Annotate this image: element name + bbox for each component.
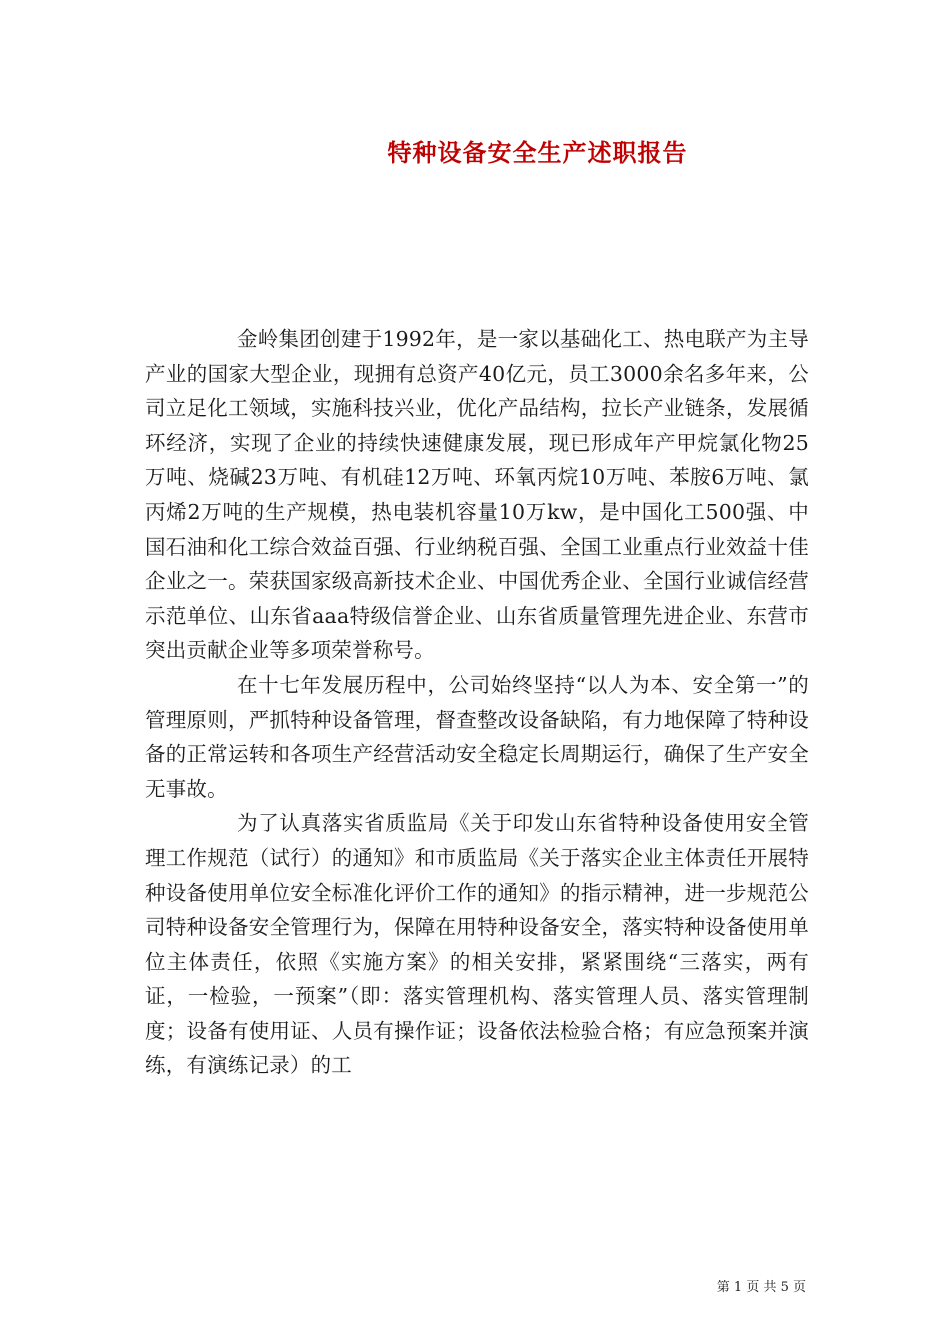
paragraph-implementation: 为了认真落实省质监局《关于印发山东省特种设备使用安全管理工作规范（试行）的通知》和市质监局《关于落实企业主体责任开展特种设备使用单位安全标准化评价工作的通知》的指示精神，进一步规范公司特种设备安全管理行为，保障在用特种设备安全，落实特种设备使用单位主体责任，依照《实施方案》的相关安排，紧紧围绕“三落实，两有证，一检验，一预案”（即：落实管理机构、落实管理人员、落实管理制度；设备有使用证、人员有操作证；设备依法检验合格；有应急预案并演练，有演练记录）的工 — [145, 811, 809, 1078]
paragraph-safety-principle: 在十七年发展历程中，公司始终坚持“以人为本、安全第一”的管理原则，严抓特种设备管理，督查整改设备缺陷，有力地保障了特种设备的正常运转和各项生产经营活动安全稳定长周期运行，确保了生产安全无事故。 — [145, 672, 809, 801]
document-body — [145, 322, 809, 1083]
paragraph-company-intro: 金岭集团创建于1992年，是一家以基础化工、热电联产为主导产业的国家大型企业，现拥有总资产40亿元，员工3000余名多年来，公司立足化工领域，实施科技兴业，优化产品结构，拉长产业链条，发展循环经济，实现了企业的持续快速健康发展，现已形成年产甲烷氯化物25万吨、烧碱23万吨、有机硅12万吨、环氧丙烷10万吨、苯胺6万吨、氯丙烯2万吨的生产规模，热电装机容量10万kw，是中国化工500强、中国石油和化工综合效益百强、行业纳税百强、全国工业重点行业效益十佳企业之一。荣获国家级高新技术企业、中国优秀企业、全国行业诚信经营示范单位、山东省aaa特级信誉企业、山东省质量管理先进企业、东营市突出贡献企业等多项荣誉称号。 — [145, 327, 809, 663]
document-title: 特种设备安全生产述职报告 — [387, 138, 688, 167]
page-number-footer: 第 1 页 共 5 页 — [716, 1280, 806, 1295]
